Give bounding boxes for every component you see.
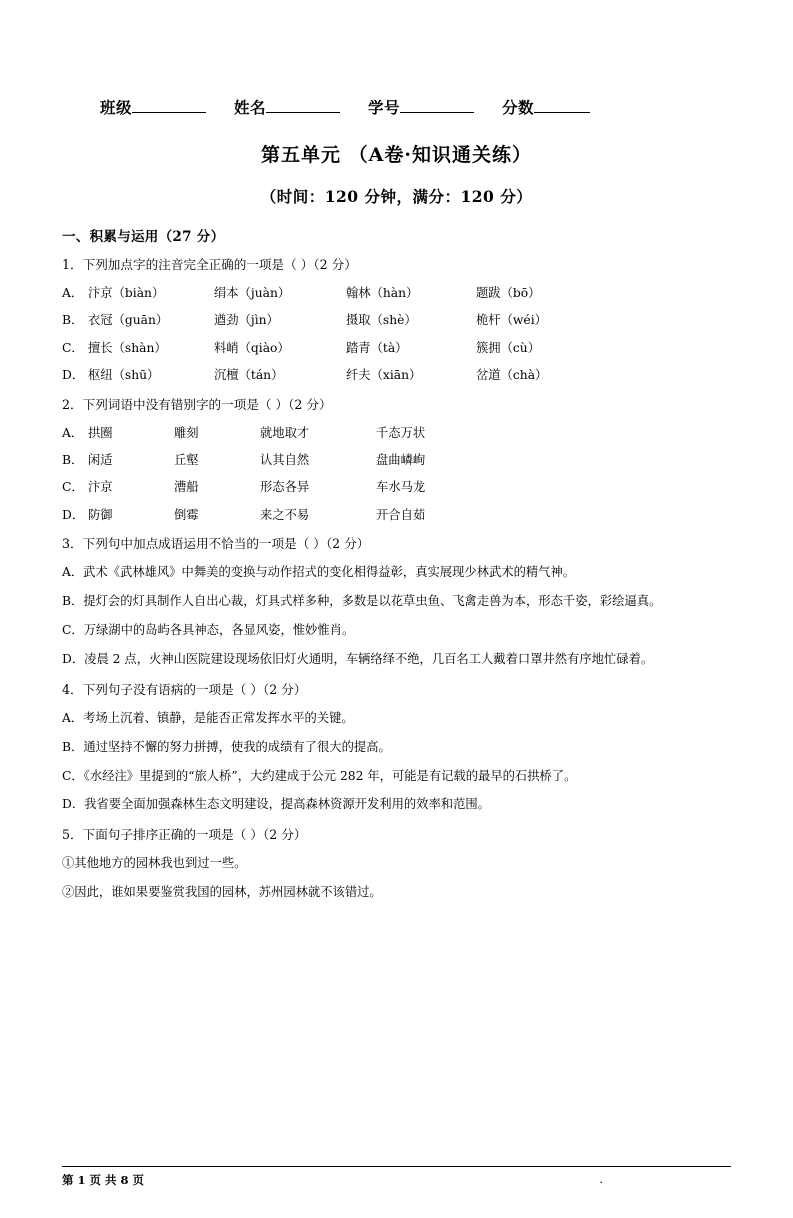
option-label: D． [62, 368, 85, 383]
question-2-option-d[interactable] [62, 506, 731, 524]
field-name [234, 96, 340, 118]
question-3-option-c[interactable]: C．万绿湖中的岛屿各具神态，各显风姿，惟妙惟肖。 [62, 622, 355, 637]
option-cell: 枢纽（shū） [88, 368, 160, 383]
question-1-option-c[interactable] [62, 339, 731, 357]
question-3-option-d[interactable]: D．凌晨 2 点，火神山医院建设现场依旧灯火通明，车辆络绎不绝，几百名工人戴着口罩井然有序地忙碌着。 [62, 651, 654, 666]
option-cell: 漕船 [174, 480, 199, 495]
field-class-blank[interactable] [132, 99, 206, 113]
option-cell: 雕刻 [174, 425, 199, 440]
question-5-stem: 5．下面句子排序正确的一项是（ ）（2 分） [62, 827, 307, 843]
option-cell: 防御 [88, 507, 113, 522]
field-score-label: 分数 [502, 98, 535, 117]
option-cell: 衣冠（guān） [88, 313, 169, 328]
page-subtitle: （时间：120 分钟，满分：120 分） [260, 187, 533, 206]
option-cell: 汴京（biàn） [88, 285, 165, 300]
page-number: 第 1 页 共 8 页 [62, 1173, 145, 1187]
document-page [0, 96, 793, 1218]
field-student-id-blank[interactable] [400, 99, 474, 113]
option-cell: 岔道（chà） [476, 368, 548, 383]
option-cell: 开合自茹 [376, 507, 426, 522]
question-4-option-a[interactable]: A．考场上沉着、镇静，是能否正常发挥水平的关键。 [62, 710, 354, 725]
page-footer [62, 1166, 731, 1188]
question-5-item-1: ①其他地方的园林我也到过一些。 [62, 856, 247, 871]
option-label: D． [62, 507, 85, 522]
option-cell: 形态各异 [260, 480, 310, 495]
question-5-item-2: ②因此，谁如果要鉴赏我国的园林，苏州园林就不该错过。 [62, 885, 382, 900]
option-label: A． [62, 285, 84, 300]
option-cell: 盘曲嶙峋 [376, 452, 426, 467]
option-cell: 汴京 [88, 480, 113, 495]
option-cell: 簇拥（cù） [476, 340, 540, 355]
field-student-id [368, 96, 474, 118]
question-3-option-a[interactable]: A．武术《武林雄风》中舞美的变换与动作招式的变化相得益彰，真实展现少林武术的精气神。 [62, 565, 576, 580]
option-cell: 沉檀（tán） [214, 368, 284, 383]
option-cell: 倒霉 [174, 507, 199, 522]
page-title: 第五单元 （A卷·知识通关练） [261, 144, 532, 166]
option-label: A． [62, 425, 84, 440]
question-2-stem: 2．下列词语中没有错别字的一项是（ ）（2 分） [62, 396, 332, 412]
question-1-option-d[interactable] [62, 366, 731, 384]
option-cell: 料峭（qiào） [214, 340, 290, 355]
option-cell: 题跋（bō） [476, 285, 541, 300]
question-1-option-a[interactable] [62, 284, 731, 302]
option-cell: 千态万状 [376, 425, 426, 440]
option-cell: 丘壑 [174, 452, 199, 467]
field-name-blank[interactable] [266, 99, 340, 113]
option-cell: 拱圈 [88, 425, 113, 440]
option-cell: 纤夫（xiān） [346, 368, 422, 383]
option-label: C． [62, 340, 84, 355]
question-4-option-d[interactable]: D．我省要全面加强森林生态文明建设，提高森林资源开发利用的效率和范围。 [62, 797, 490, 812]
field-class-label: 班级 [100, 98, 133, 117]
question-4-option-b[interactable]: B．通过坚持不懈的努力拼搏，使我的成绩有了很大的提高。 [62, 739, 391, 754]
question-1-stem: 1．下列加点字的注音完全正确的一项是（ ）（2 分） [62, 257, 357, 272]
field-class [100, 96, 206, 118]
question-2-option-a[interactable] [62, 424, 731, 442]
question-3-option-b[interactable]: B．提灯会的灯具制作人自出心裁，灯具式样多种，多数是以花草虫鱼、飞禽走兽为本，形态千姿，彩绘逼真。 [62, 594, 662, 609]
option-cell: 车水马龙 [376, 480, 426, 495]
question-1-option-b[interactable] [62, 311, 731, 329]
footer-right-mark: . [599, 1172, 603, 1186]
option-cell: 认其自然 [260, 452, 310, 467]
option-cell: 桅杆（wéi） [476, 313, 547, 328]
option-label: B． [62, 313, 84, 328]
question-4-option-c[interactable]: C．《水经注》里提到的“旅人桥”，大约建成于公元 282 年，可能是有记载的最早的石拱桥了。 [62, 768, 577, 783]
option-cell: 闲适 [88, 452, 113, 467]
question-3-stem: 3．下列句中加点成语运用不恰当的一项是（ ）（2 分） [62, 536, 370, 552]
option-cell: 翰林（hàn） [346, 285, 419, 300]
field-name-label: 姓名 [234, 98, 267, 117]
question-4-stem: 4．下列句子没有语病的一项是（ ）（2 分） [62, 681, 307, 697]
student-info-header [62, 96, 731, 118]
option-cell: 遒劲（jìn） [214, 313, 279, 328]
option-cell: 来之不易 [260, 507, 310, 522]
question-2-option-b[interactable] [62, 451, 731, 469]
field-score [502, 96, 590, 118]
option-cell: 擅长（shàn） [88, 340, 167, 355]
field-student-id-label: 学号 [368, 98, 401, 117]
option-cell: 绢本（juàn） [214, 285, 291, 300]
field-score-blank[interactable] [534, 99, 590, 113]
option-cell: 就地取才 [260, 425, 310, 440]
option-cell: 踏青（tà） [346, 340, 408, 355]
section-heading-1: 一、积累与运用（27 分） [62, 229, 225, 245]
option-label: C． [62, 480, 84, 495]
option-cell: 摄取（shè） [346, 313, 417, 328]
question-2-option-c[interactable] [62, 478, 731, 496]
option-label: B． [62, 452, 84, 467]
